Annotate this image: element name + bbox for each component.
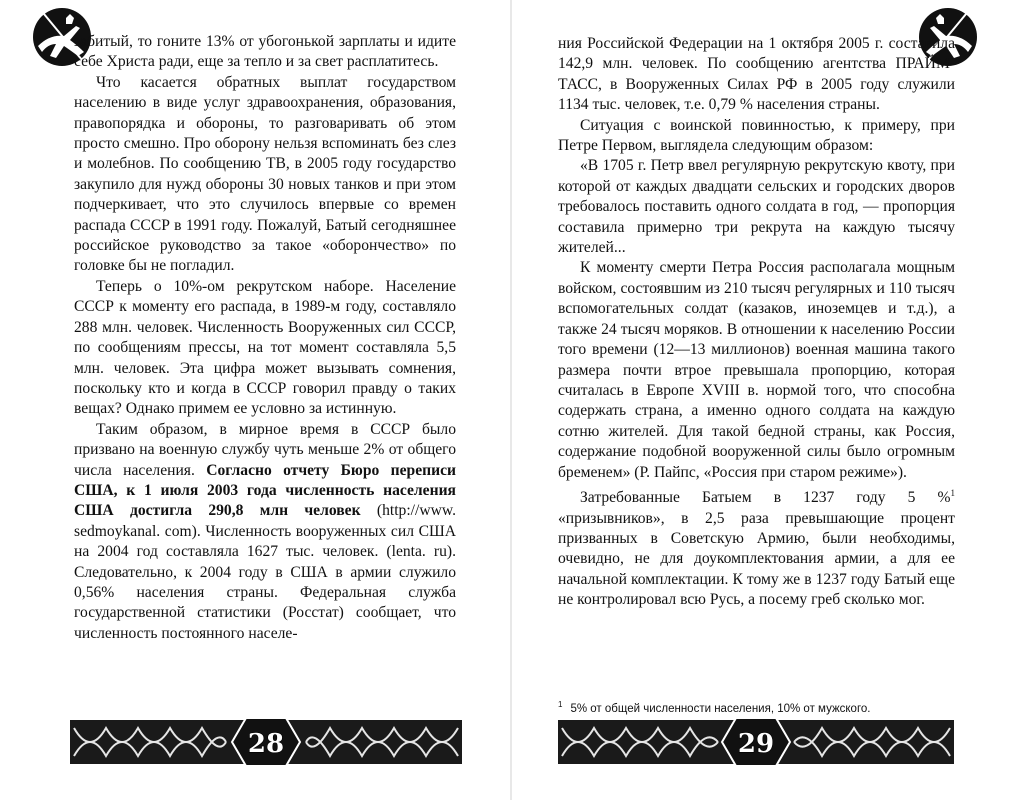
paragraph [558,156,955,258]
right-page [512,0,1023,800]
footnote-mark: 1 [558,700,563,709]
ornament-frieze [70,712,462,772]
text-run: Ситуация с воинской повинностью, к примеру, при Петре Первом, выглядела следующим образом: [558,116,955,155]
text-run: Затребованные Батыем в 1237 году 5 % [580,489,951,507]
paragraph [74,32,456,73]
left-page [0,0,511,800]
left-page-text [74,32,456,644]
page-number-left: 28 [247,729,285,759]
paragraph [558,116,955,157]
text-run: «призывников», в 2,5 раза превышающие процент призванных в Советскую Армию, были необходимы, очевидно, не для доукомплектования армии, а для ее начальной комплектации. К тому же в 1237 году Батый еще не контролировал всю Русь, а посему греб сколько мог. [558,509,955,609]
page-number-right: 29 [737,729,775,759]
paragraph [558,34,955,116]
bold-text: Согласно отчету Бюро переписи США, к 1 июля 2003 года численность населения США достигла 290,8 млн человек [74,461,456,520]
text-run: «В 1705 г. Петр ввел регулярную рекрутскую квоту, при которой от каждых двадцати сельских и городских дворов требовалось поставить одного солдата в год, — пропорция составила примерно три рекрута на каждую тысячу жителей... [558,157,955,257]
text-run: К моменту смерти Петра Россия располагала мощным войском, состоявшим из 210 тысяч регулярных и 110 тысяч вспомогательных солдат (казаков, иноземцев и т.д.), а также 24 тысяч моряков. В отношении к населению России того времени (12—13 миллионов) военная машина такого размера почти втрое превышала пропорцию, которая считалась в Европе XVIII в. нормой того, что способна содержать страна, а именно одного солдата на каждую сотню жителей. Для такой бедной страны, как Россия, содержание подобной вооруженной силы было огромным бременем» (Р. Пайпс, «Россия при старом режиме»). [558,259,955,481]
text-run: Что касается обратных выплат государством населению в виде услуг здравоохранения, образования, правопорядка и обороны, то разговаривать об этом просто смешно. Про оборону нельзя вспоминать без слез и молебнов. По сообщению ТВ, в 2005 году государство закупило для нужд обороны 30 новых танков и при этом подчеркивает, что это случилось впервые со времен распада СССР в 1991 году. Пожалуй, Батый сегодняшнее российское руководство за такое «оборончество» по головке бы не погладил. [74,73,456,275]
footnote-text: 5% от общей численности населения, 10% от мужского. [570,702,871,715]
paragraph [558,258,955,482]
text-run: (http://www. sedmoykanal. com). Численность вооруженных сил США на 2004 год составляла 1627 тыс. человек. (lenta. ru). Следовательно, к 2004 году в США в армии служило 0,56% населения страны. Федеральная служба государственной статистики (Росстат) сообщает, что численность постоянного населе- [74,502,456,642]
ornament-frieze [558,712,954,772]
right-page-text [558,34,955,611]
paragraph [74,277,456,420]
paragraph [74,73,456,277]
text-run: забитый, то гоните 13% от убогонькой зарплаты и идите себе Христа ради, еще за тепло и за свет расплатитесь. [74,33,456,71]
text-run: Теперь о 10%-ом рекрутском наборе. Население СССР к моменту его распада, в 1989-м году, составляло 288 млн. человек. Численность Вооруженных сил СССР, по сообщениям прессы, на тот момент составляла 5,5 млн. человек. Эта цифра может вызывать сомнения, поскольку кто и когда в СССР говорил правду о таких вещах? Однако примем ее условно за истинную. [74,277,456,418]
paragraph [74,420,456,644]
text-run: Таким образом, в мирное время в СССР было призвано на военную службу чуть меньше 2% от общего числа населения. [74,420,456,479]
paragraph [558,483,955,611]
text-run: ния Российской Федерации на 1 октября 2005 г. составила 142,9 млн. человек. По сообщению агентства ПРАЙМ-ТАСС, в Вооруженных Силах РФ в 2005 году служили 1134 тыс. человек, т.е. 0,79 % населения страны. [558,35,955,114]
footnote-ref: 1 [950,487,955,498]
